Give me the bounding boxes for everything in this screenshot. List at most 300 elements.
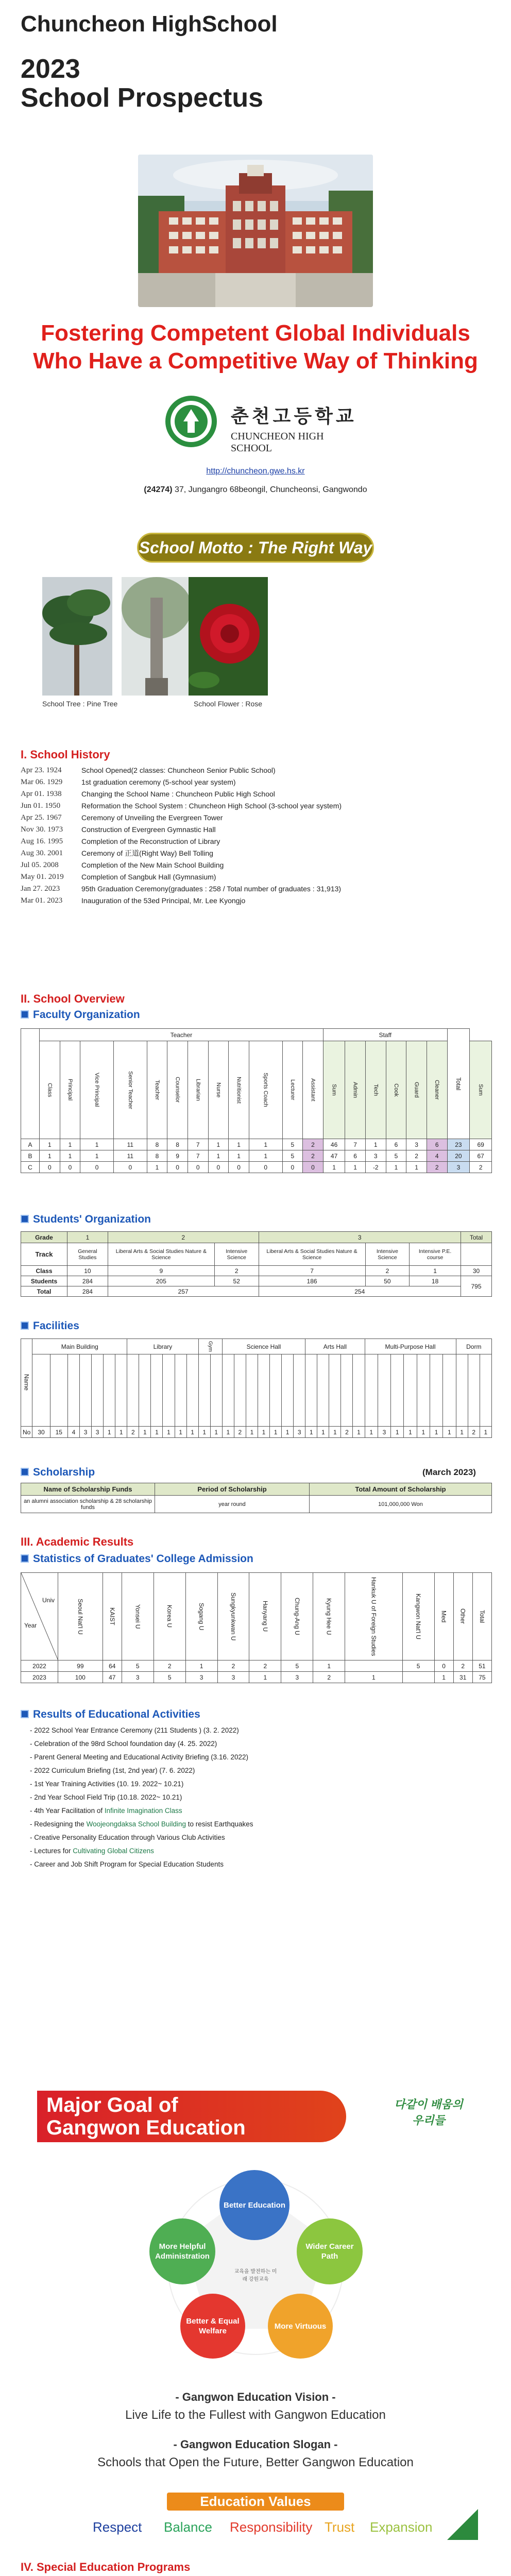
faculty-cell: -2 — [365, 1162, 386, 1173]
faculty-header-cell: Admin — [345, 1041, 366, 1139]
college-admission-table — [21, 1572, 492, 1683]
faculty-cell: 11 — [113, 1139, 147, 1150]
univ-header: Total — [472, 1573, 491, 1660]
faculty-header-cell: Teacher — [147, 1041, 167, 1139]
faculty-header-cell: Librarian — [188, 1041, 208, 1139]
history-item — [21, 776, 464, 788]
facility-subhead-cell — [115, 1354, 127, 1427]
faculty-corner-cell — [21, 1029, 40, 1139]
student-count: 18 — [410, 1276, 461, 1286]
activity-item — [30, 1858, 253, 1871]
univ-cell: 1 — [185, 1660, 217, 1672]
univ-cell: 47 — [103, 1672, 122, 1683]
students-subtitle-text: Students' Organization — [33, 1213, 151, 1225]
faculty-cell: 46 — [323, 1139, 345, 1150]
faculty-cell: 1 — [386, 1162, 406, 1173]
slogan-title: - Gangwon Education Slogan - — [173, 2438, 338, 2451]
faculty-cell: 1 — [80, 1139, 114, 1150]
activity-text: - Parent General Meeting and Educational Activity Briefing (3.16. 2022) — [30, 1753, 248, 1761]
scholarship-table — [21, 1483, 492, 1513]
banner-korean-logo: 다같이 배움의 우리들 — [394, 2098, 463, 2127]
facility-subhead-cell — [246, 1354, 258, 1427]
facilities-subtitle — [21, 1320, 79, 1332]
faculty-cell: 2 — [303, 1150, 323, 1162]
univ-cell: 2 — [249, 1660, 281, 1672]
facility-count: 1 — [151, 1427, 163, 1438]
univ-header: Other — [453, 1573, 472, 1660]
track-cell: Intensive P.E. course — [410, 1243, 461, 1266]
faculty-cell: 0 — [303, 1162, 323, 1173]
facility-subhead-cell — [404, 1354, 417, 1427]
univ-header: KAIST — [103, 1573, 122, 1660]
faculty-cell: 1 — [80, 1150, 114, 1162]
facility-group: Library — [127, 1339, 198, 1354]
gangwon-goal-banner — [37, 2091, 466, 2142]
univ-cell: 3 — [122, 1672, 154, 1683]
facility-count: 1 — [305, 1427, 317, 1438]
scholarship-header-name: Name of Scholarship Funds — [21, 1483, 155, 1496]
facility-count: 1 — [246, 1427, 258, 1438]
facility-subhead-cell — [151, 1354, 163, 1427]
history-date: Jan 27. 2023 — [21, 885, 60, 893]
history-event: Construction of Evergreen Gymnastic Hall — [81, 825, 216, 834]
facility-count: 3 — [80, 1427, 92, 1438]
history-item — [21, 788, 464, 800]
scholarship-subtitle — [21, 1466, 95, 1479]
univ-cell: 99 — [58, 1660, 103, 1672]
facility-count: 1 — [258, 1427, 269, 1438]
goal-helpful-administration: More Helpful Administration — [149, 2218, 215, 2284]
facility-count: 1 — [222, 1427, 234, 1438]
univ-cell — [402, 1672, 434, 1683]
faculty-header-cell: Counselor — [167, 1041, 188, 1139]
history-item — [21, 848, 464, 859]
class-count: 1 — [410, 1266, 461, 1276]
faculty-row-label: A — [21, 1139, 40, 1150]
univ-cell: 64 — [103, 1660, 122, 1672]
faculty-cell: 1 — [229, 1150, 249, 1162]
faculty-cell: 8 — [167, 1139, 188, 1150]
school-building-image — [138, 155, 373, 307]
facility-subhead-cell — [341, 1354, 353, 1427]
univ-cell: 3 — [185, 1672, 217, 1683]
facility-subhead-cell — [50, 1354, 67, 1427]
activity-item — [30, 1777, 253, 1791]
activity-item — [30, 1818, 253, 1831]
track-cell: General Studies — [67, 1243, 108, 1266]
faculty-cell: 1 — [147, 1162, 167, 1173]
facility-subhead-cell — [378, 1354, 390, 1427]
history-date: May 01. 2019 — [21, 873, 64, 881]
history-item — [21, 895, 464, 907]
track-cell: Intensive Science — [365, 1243, 410, 1266]
students-total-label: Total — [461, 1232, 492, 1243]
univ-header: Med — [434, 1573, 453, 1660]
facility-subhead-cell — [317, 1354, 329, 1427]
faculty-cell: 0 — [40, 1162, 60, 1173]
school-name: Chuncheon HighSchool — [21, 11, 278, 37]
students-class-label: Class — [21, 1266, 67, 1276]
faculty-cell: 7 — [188, 1139, 208, 1150]
page-title: School Prospectus — [21, 83, 263, 113]
students-subtitle — [21, 1213, 151, 1226]
photo-caption-school-tree: School Tree : Pine Tree — [42, 700, 118, 708]
faculty-cell: 1 — [365, 1139, 386, 1150]
track-cell: Intensive Science — [214, 1243, 259, 1266]
corner-triangle-decoration — [447, 2509, 478, 2540]
facility-count: 2 — [234, 1427, 246, 1438]
facility-subhead-cell — [210, 1354, 222, 1427]
history-item — [21, 812, 464, 824]
facility-count: 1 — [115, 1427, 127, 1438]
facility-subhead-cell — [305, 1354, 317, 1427]
faculty-cell: 5 — [386, 1150, 406, 1162]
facility-subhead-cell — [222, 1354, 234, 1427]
history-event: Ceremony of 正道(Right Way) Bell Tolling — [81, 849, 213, 857]
activity-item — [30, 1724, 253, 1737]
facility-count: 1 — [163, 1427, 175, 1438]
univ-cell: 51 — [472, 1660, 491, 1672]
facility-count: 4 — [67, 1427, 79, 1438]
univ-row-label: Year — [24, 1622, 37, 1629]
activity-text: - Lectures for — [30, 1847, 73, 1855]
faculty-cell: 0 — [208, 1162, 229, 1173]
facility-subhead-cell — [139, 1354, 151, 1427]
history-date: Mar 01. 2023 — [21, 896, 63, 905]
facility-count: 1 — [404, 1427, 417, 1438]
faculty-header-cell: Cook — [386, 1041, 406, 1139]
facility-subhead-cell — [80, 1354, 92, 1427]
activity-text: - 2022 School Year Entrance Ceremony (211 Students ) (3. 2. 2022) — [30, 1726, 239, 1734]
faculty-header-cell: Nutritionist — [229, 1041, 249, 1139]
overview-section-title: II. School Overview — [21, 992, 125, 1005]
history-event: Inauguration of the 53ed Principal, Mr. Lee Kyongjo — [81, 896, 246, 905]
facility-subhead-cell — [258, 1354, 269, 1427]
facility-subhead-cell — [443, 1354, 456, 1427]
univ-cell: 100 — [58, 1672, 103, 1683]
history-list — [21, 765, 464, 907]
history-event: Completion of the New Main School Building — [81, 861, 224, 869]
faculty-cell: 1 — [60, 1150, 80, 1162]
value-balance: Balance — [164, 2519, 212, 2535]
students-grade-label: Grade — [21, 1232, 67, 1243]
univ-cell: 2 — [154, 1660, 185, 1672]
facility-count: 3 — [378, 1427, 390, 1438]
scholarship-header-amount: Total Amount of Scholarship — [310, 1483, 492, 1496]
bullet-square-icon — [21, 1321, 29, 1330]
history-event: Completion of Sangbuk Hall (Gymnasium) — [81, 873, 216, 881]
univ-header: Chung-Ang U — [281, 1573, 313, 1660]
faculty-cell: 2 — [427, 1162, 447, 1173]
faculty-cell: 1 — [406, 1162, 427, 1173]
college-admission-subtitle-text: Statistics of Graduates' College Admission — [33, 1553, 253, 1565]
facility-count: 1 — [198, 1427, 210, 1438]
history-item — [21, 859, 464, 871]
univ-cell — [345, 1660, 402, 1672]
facility-count: 1 — [430, 1427, 442, 1438]
facility-subhead-cell — [198, 1354, 210, 1427]
students-total-row-label: Total — [21, 1286, 67, 1297]
faculty-cell: 1 — [40, 1150, 60, 1162]
banner-line-1: Major Goal of — [46, 2094, 178, 2116]
goal-better-education: Better Education — [219, 2170, 289, 2240]
rose-photo — [189, 577, 268, 696]
facility-group: Science Hall — [222, 1339, 305, 1354]
faculty-header-cell: Class — [40, 1041, 60, 1139]
logo-korean-name: 춘천고등학교 — [231, 405, 357, 427]
school-motto-badge: School Motto : The Right Way — [137, 533, 374, 563]
faculty-cell: 3 — [447, 1162, 470, 1173]
faculty-row — [21, 1150, 492, 1162]
univ-header: Sungkyunkwan U — [217, 1573, 249, 1660]
faculty-cell: 1 — [249, 1150, 282, 1162]
education-activities-list — [30, 1724, 253, 1871]
history-event: Changing the School Name : Chuncheon Public High School — [81, 790, 275, 798]
scholarship-period: year round — [155, 1496, 310, 1513]
scholarship-header-period: Period of Scholarship — [155, 1483, 310, 1496]
scholarship-amount: 101,000,000 Won — [310, 1496, 492, 1513]
bullet-square-icon — [21, 1554, 29, 1563]
facility-count: 1 — [282, 1427, 294, 1438]
history-item — [21, 883, 464, 895]
special-section-title: IV. Special Education Programs — [21, 2561, 191, 2573]
goal-center-caption: 교육을 발전하는 미래 강원교육 — [234, 2269, 277, 2282]
faculty-cell: 2 — [406, 1150, 427, 1162]
facility-group: Gym — [198, 1339, 222, 1354]
facility-subhead-cell — [104, 1354, 115, 1427]
student-count: 205 — [108, 1276, 214, 1286]
history-event: 1st graduation ceremony (5-school year system) — [81, 778, 236, 786]
student-count-total: 795 — [461, 1276, 492, 1297]
facilities-subtitle-text: Facilities — [33, 1320, 79, 1332]
faculty-header-cell: Nurse — [208, 1041, 229, 1139]
students-grade-1: 1 — [67, 1232, 108, 1243]
facility-subhead-cell — [430, 1354, 442, 1427]
facility-count: 1 — [391, 1427, 404, 1438]
univ-header: Hankuk U of Foreign Studies — [345, 1573, 402, 1660]
univ-cell: 31 — [453, 1672, 472, 1683]
faculty-table — [21, 1028, 492, 1173]
faculty-cell: 6 — [345, 1150, 366, 1162]
faculty-cell: 47 — [323, 1150, 345, 1162]
activity-highlight: Infinite Imagination Class — [104, 1807, 182, 1815]
value-responsibility: Responsibility — [230, 2519, 313, 2535]
history-date: Aug 30. 2001 — [21, 849, 63, 857]
class-count: 9 — [108, 1266, 214, 1276]
faculty-subtitle — [21, 1009, 140, 1021]
faculty-row — [21, 1162, 492, 1173]
facilities-name-label: Name — [21, 1339, 32, 1427]
activity-item — [30, 1844, 253, 1858]
facility-count: 1 — [456, 1427, 468, 1438]
activity-item — [30, 1804, 253, 1818]
facility-count: 15 — [50, 1427, 67, 1438]
history-item — [21, 824, 464, 836]
univ-year: 2023 — [21, 1672, 58, 1683]
class-count-total: 30 — [461, 1266, 492, 1276]
univ-header: Kangwon Nat'l U — [402, 1573, 434, 1660]
class-count: 2 — [214, 1266, 259, 1276]
facility-subhead-cell — [456, 1354, 468, 1427]
faculty-row-label: B — [21, 1150, 40, 1162]
faculty-cell: 0 — [188, 1162, 208, 1173]
facility-subhead-cell — [163, 1354, 175, 1427]
student-count: 284 — [67, 1276, 108, 1286]
facility-count: 1 — [104, 1427, 115, 1438]
facility-count: 1 — [270, 1427, 282, 1438]
facility-subhead-cell — [353, 1354, 365, 1427]
slogan-text: Schools that Open the Future, Better Gangwon Education — [97, 2455, 414, 2469]
school-website-link[interactable]: http://chuncheon.gwe.hs.kr — [206, 467, 305, 476]
education-results-subtitle-text: Results of Educational Activities — [33, 1708, 200, 1720]
history-date: Nov 30. 1973 — [21, 825, 63, 834]
bullet-square-icon — [21, 1468, 29, 1476]
scholarship-name: an alumni association scholarship & 28 scholarship funds — [21, 1496, 155, 1513]
history-event: School Opened(2 classes: Chuncheon Senior Public School) — [81, 766, 276, 774]
activity-tail: to resist Earthquakes — [185, 1820, 253, 1828]
faculty-cell: 3 — [406, 1139, 427, 1150]
activity-text: - Creative Personality Education through Various Club Activities — [30, 1834, 225, 1841]
univ-cell: 5 — [402, 1660, 434, 1672]
facility-count: 1 — [186, 1427, 198, 1438]
facility-count: 30 — [32, 1427, 50, 1438]
goal-equal-welfare: Better & Equal Welfare — [180, 2294, 245, 2359]
faculty-cell: 0 — [80, 1162, 114, 1173]
univ-header: Seoul Nat'l U — [58, 1573, 103, 1660]
facility-count: 1 — [417, 1427, 430, 1438]
facility-count: 2 — [341, 1427, 353, 1438]
students-table — [21, 1231, 492, 1297]
faculty-cell: 3 — [365, 1150, 386, 1162]
facilities-table — [21, 1338, 492, 1438]
activity-text: - Redesigning the — [30, 1820, 87, 1828]
class-count: 10 — [67, 1266, 108, 1276]
faculty-cell: 1 — [345, 1162, 366, 1173]
education-values-title: Education Values — [167, 2493, 344, 2511]
faculty-group-staff: Staff — [323, 1029, 447, 1041]
faculty-cell: 1 — [208, 1150, 229, 1162]
facility-subhead-cell — [270, 1354, 282, 1427]
facility-subhead-cell — [127, 1354, 139, 1427]
activity-text: - Career and Job Shift Program for Special Education Students — [30, 1860, 224, 1868]
facility-subhead-cell — [365, 1354, 378, 1427]
univ-cell: 3 — [281, 1672, 313, 1683]
vision-title: - Gangwon Education Vision - — [175, 2391, 336, 2403]
history-date: Jun 01. 1950 — [21, 802, 61, 810]
facility-count: 1 — [480, 1427, 491, 1438]
goal-wider-career: Wider Career Path — [297, 2218, 363, 2284]
history-date: Apr 23. 1924 — [21, 766, 62, 774]
faculty-cell: 0 — [282, 1162, 303, 1173]
faculty-header-total: Total — [447, 1029, 470, 1139]
faculty-cell: 2 — [470, 1162, 492, 1173]
facility-subhead-cell — [480, 1354, 491, 1427]
facility-count: 1 — [329, 1427, 341, 1438]
class-count: 7 — [259, 1266, 365, 1276]
activity-text: - 4th Year Facilitation of — [30, 1807, 105, 1815]
faculty-header-cell: Senior Teacher — [113, 1041, 147, 1139]
univ-cell: 2 — [217, 1660, 249, 1672]
faculty-cell: 4 — [427, 1150, 447, 1162]
faculty-cell: 67 — [470, 1150, 492, 1162]
faculty-header-cell: Principal — [60, 1041, 80, 1139]
grade-total: 257 — [108, 1286, 259, 1297]
activity-text: - Celebration of the 98rd School foundation day (4. 25. 2022) — [30, 1740, 217, 1748]
college-admission-subtitle — [21, 1553, 253, 1565]
history-date: Aug 16. 1995 — [21, 837, 63, 845]
student-count: 186 — [259, 1276, 365, 1286]
facility-subhead-cell — [417, 1354, 430, 1427]
history-event: 95th Graduation Ceremony(graduates : 258 / Total number of graduates : 31,913) — [81, 885, 342, 893]
univ-cell: 5 — [122, 1660, 154, 1672]
univ-cell: 1 — [313, 1660, 345, 1672]
banner-line-2: Gangwon Education — [46, 2116, 246, 2139]
faculty-cell: 1 — [249, 1139, 282, 1150]
history-date: Mar 06. 1929 — [21, 778, 63, 786]
bullet-square-icon — [21, 1215, 29, 1223]
results-section-title: III. Academic Results — [21, 1535, 134, 1548]
facility-subhead-cell — [391, 1354, 404, 1427]
activity-highlight: Cultivating Global Citizens — [73, 1847, 154, 1855]
goal-more-virtuous: More Virtuous — [268, 2294, 333, 2359]
univ-cell: 1 — [345, 1672, 402, 1683]
faculty-cell: 2 — [303, 1139, 323, 1150]
facility-subhead-cell — [67, 1354, 79, 1427]
faculty-header-cell: Assistant — [303, 1041, 323, 1139]
univ-col-label: Univ — [42, 1597, 55, 1604]
facility-subhead-cell — [282, 1354, 294, 1427]
faculty-cell: 23 — [447, 1139, 470, 1150]
faculty-cell: 1 — [60, 1139, 80, 1150]
univ-cell: 1 — [434, 1672, 453, 1683]
history-event: Completion of the Reconstruction of Library — [81, 837, 220, 845]
facility-count: 1 — [317, 1427, 329, 1438]
faculty-header-cell: Sports Coach — [249, 1041, 282, 1139]
faculty-cell: 1 — [323, 1162, 345, 1173]
faculty-cell: 9 — [167, 1150, 188, 1162]
univ-header: Korea U — [154, 1573, 185, 1660]
faculty-header-cell: Sum — [323, 1041, 345, 1139]
faculty-cell: 1 — [40, 1139, 60, 1150]
history-section-title: I. School History — [21, 748, 110, 761]
facility-group: Arts Hall — [305, 1339, 365, 1354]
facility-count: 3 — [294, 1427, 305, 1438]
value-trust: Trust — [325, 2519, 355, 2535]
facility-subhead-cell — [186, 1354, 198, 1427]
univ-cell: 1 — [249, 1672, 281, 1683]
slogan-line-2: Who Have a Competitive Way of Thinking — [33, 348, 478, 374]
univ-cell: 2 — [453, 1660, 472, 1672]
bullet-square-icon — [21, 1710, 29, 1718]
faculty-header-cell: Vice Principal — [80, 1041, 114, 1139]
slogan-line-1: Fostering Competent Global Individuals — [41, 320, 470, 346]
faculty-cell: 5 — [282, 1150, 303, 1162]
facility-count: 1 — [353, 1427, 365, 1438]
history-event: Reformation the School System : Chuncheon High School (3-school year system) — [81, 802, 342, 810]
students-blank-cell — [461, 1243, 492, 1266]
faculty-header-cell: Cleaner — [427, 1041, 447, 1139]
history-item — [21, 871, 464, 883]
facility-group: Main Building — [32, 1339, 127, 1354]
facility-subhead-cell — [329, 1354, 341, 1427]
scholarship-subtitle-text: Scholarship — [33, 1466, 95, 1478]
faculty-subtitle-text: Faculty Organization — [33, 1009, 140, 1021]
logo-english-name: CHUNCHEON HIGH SCHOOL — [231, 431, 324, 454]
faculty-cell: 0 — [229, 1162, 249, 1173]
track-cell: Liberal Arts & Social Studies Nature & Science — [108, 1243, 214, 1266]
activity-text: - 2022 Curriculum Briefing (1st, 2nd year) (7. 6. 2022) — [30, 1767, 195, 1774]
scholarship-date: (March 2023) — [422, 1467, 476, 1477]
